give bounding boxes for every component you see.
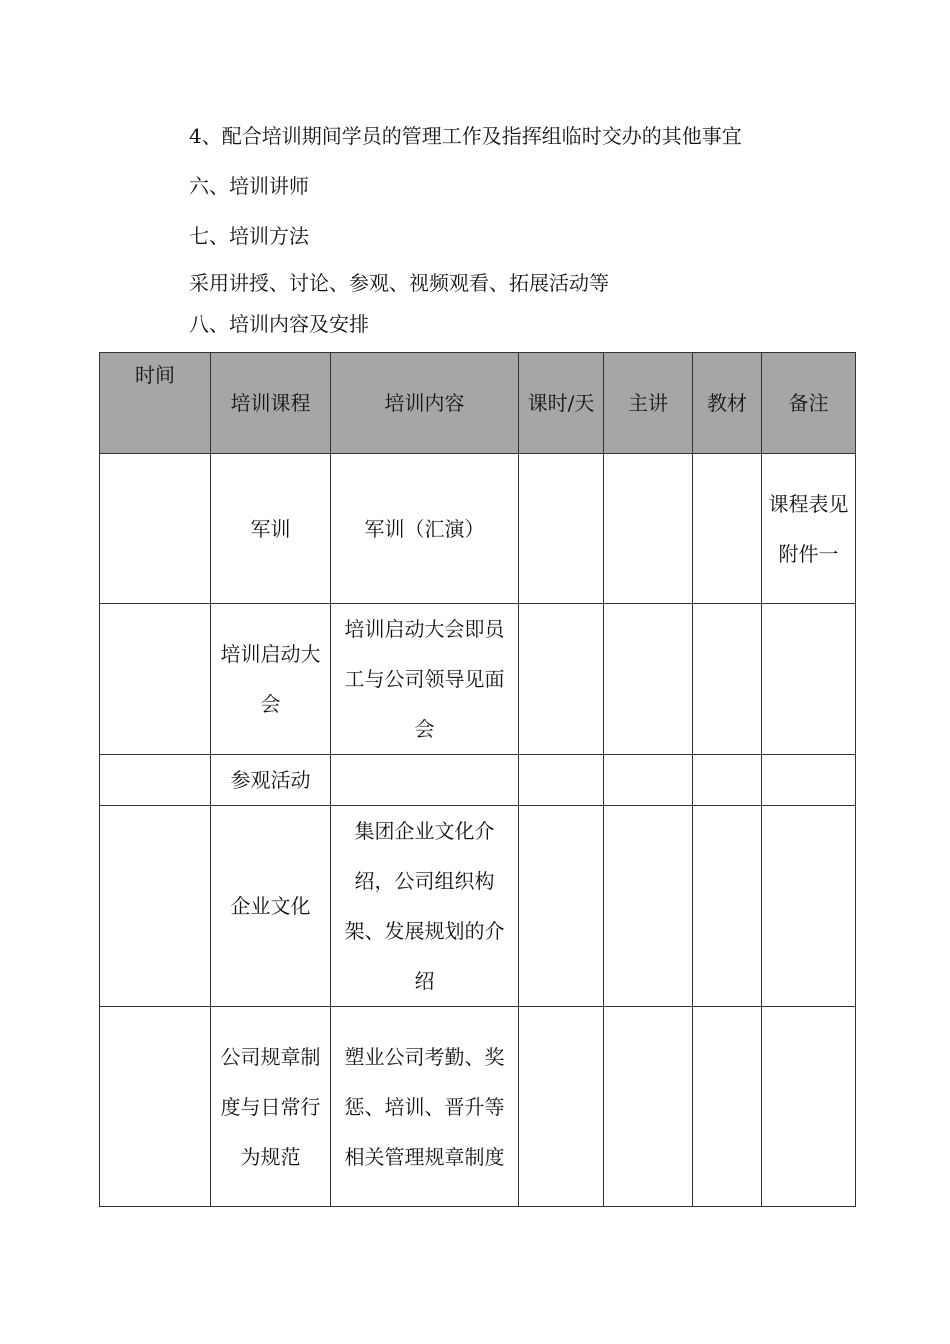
header-lecturer: 主讲 bbox=[604, 353, 693, 454]
section-heading-content: 八、培训内容及安排 bbox=[189, 312, 369, 336]
training-schedule-table bbox=[99, 352, 856, 1207]
cell-remark bbox=[762, 806, 856, 1007]
cell-time bbox=[100, 1007, 211, 1207]
cell-remark bbox=[762, 755, 856, 806]
cell-material bbox=[693, 454, 762, 604]
cell-content: 塑业公司考勤、奖惩、培训、晋升等相关管理规章制度 bbox=[331, 1007, 519, 1207]
cell-time bbox=[100, 604, 211, 755]
cell-time bbox=[100, 755, 211, 806]
table-header-row bbox=[100, 353, 856, 454]
cell-hours bbox=[519, 806, 604, 1007]
cell-lecturer bbox=[604, 454, 693, 604]
section-heading-methods: 七、培训方法 bbox=[189, 224, 309, 248]
header-time: 时间 bbox=[100, 353, 211, 454]
header-remark: 备注 bbox=[762, 353, 856, 454]
cell-lecturer bbox=[604, 1007, 693, 1207]
cell-material bbox=[693, 604, 762, 755]
header-course: 培训课程 bbox=[211, 353, 331, 454]
cell-lecturer bbox=[604, 604, 693, 755]
cell-course: 培训启动大会 bbox=[211, 604, 331, 755]
section-heading-trainers: 六、培训讲师 bbox=[189, 174, 309, 198]
cell-material bbox=[693, 1007, 762, 1207]
cell-hours bbox=[519, 755, 604, 806]
cell-course: 军训 bbox=[211, 454, 331, 604]
cell-lecturer bbox=[604, 806, 693, 1007]
table-row bbox=[100, 806, 856, 1007]
cell-hours bbox=[519, 454, 604, 604]
cell-time bbox=[100, 454, 211, 604]
cell-remark: 课程表见附件一 bbox=[762, 454, 856, 604]
cell-material bbox=[693, 755, 762, 806]
cell-hours bbox=[519, 1007, 604, 1207]
cell-content: 集团企业文化介绍，公司组织构架、发展规划的介绍 bbox=[331, 806, 519, 1007]
header-hours: 课时/天 bbox=[519, 353, 604, 454]
table-row bbox=[100, 604, 856, 755]
cell-remark bbox=[762, 604, 856, 755]
table-row bbox=[100, 755, 856, 806]
cell-course: 企业文化 bbox=[211, 806, 331, 1007]
cell-content: 军训（汇演） bbox=[331, 454, 519, 604]
cell-content bbox=[331, 755, 519, 806]
cell-course: 公司规章制度与日常行为规范 bbox=[211, 1007, 331, 1207]
cell-time bbox=[100, 806, 211, 1007]
paragraph-duty-4: 4、配合培训期间学员的管理工作及指挥组临时交办的其他事宜 bbox=[189, 124, 742, 148]
cell-hours bbox=[519, 604, 604, 755]
paragraph-methods: 采用讲授、讨论、参观、视频观看、拓展活动等 bbox=[189, 271, 609, 295]
header-content: 培训内容 bbox=[331, 353, 519, 454]
cell-content: 培训启动大会即员工与公司领导见面会 bbox=[331, 604, 519, 755]
cell-course: 参观活动 bbox=[211, 755, 331, 806]
cell-material bbox=[693, 806, 762, 1007]
header-material: 教材 bbox=[693, 353, 762, 454]
cell-lecturer bbox=[604, 755, 693, 806]
table-row bbox=[100, 454, 856, 604]
cell-remark bbox=[762, 1007, 856, 1207]
table-row bbox=[100, 1007, 856, 1207]
